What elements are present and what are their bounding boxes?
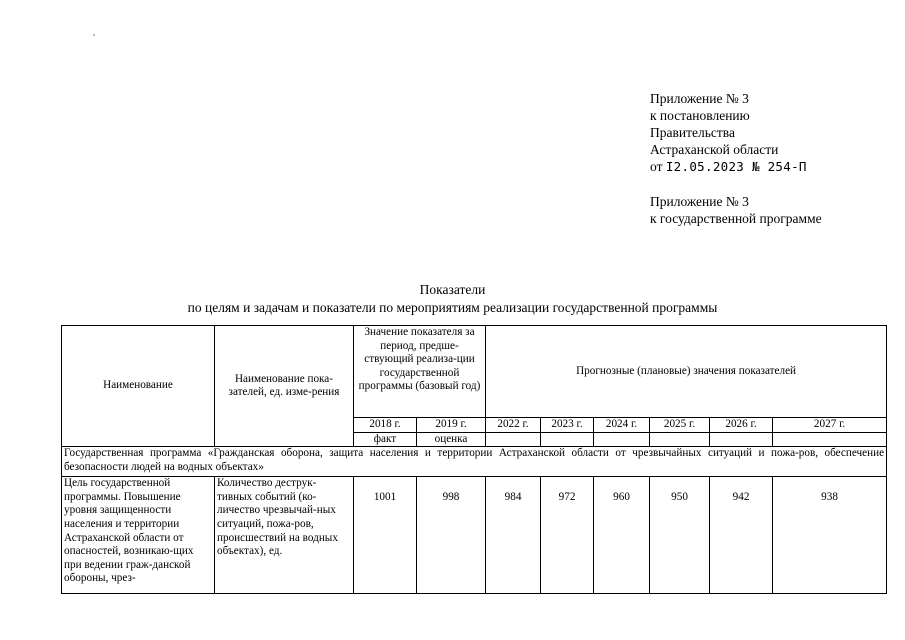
value-cell: 942 xyxy=(710,477,773,594)
value-cell: 1001 xyxy=(354,477,417,594)
empty-cell xyxy=(486,432,541,447)
resolution-date-number: I2.05.2023 № 254-П xyxy=(665,159,807,174)
value-cell: 938 xyxy=(773,477,887,594)
appendix-date-line xyxy=(650,158,807,175)
year-cell: 2022 г. xyxy=(486,418,541,433)
date-prefix: от xyxy=(650,159,663,174)
header-forecast: Прогнозные (плановые) значения показателей xyxy=(486,326,887,418)
document-title: Показатели xyxy=(419,282,486,297)
value-cell: 984 xyxy=(486,477,541,594)
appendix-number: Приложение № 3 xyxy=(650,91,749,106)
year-cell: 2025 г. xyxy=(650,418,710,433)
value-cell: 998 xyxy=(417,477,486,594)
header-indicator: Наименование пока-зателей, ед. изме-рения xyxy=(215,326,354,447)
goal-row xyxy=(62,477,887,594)
appendix-to-resolution: к постановлению xyxy=(650,108,750,123)
status-cell: оценка xyxy=(417,432,486,447)
scan-speck xyxy=(93,34,95,36)
year-cell: 2023 г. xyxy=(541,418,594,433)
value-cell: 960 xyxy=(594,477,650,594)
year-cell: 2019 г. xyxy=(417,418,486,433)
value-cell: 972 xyxy=(541,477,594,594)
year-cell: 2026 г. xyxy=(710,418,773,433)
header-name: Наименование xyxy=(62,326,215,447)
empty-cell xyxy=(773,432,887,447)
header-base-value: Значение показателя за период, предше-ствующий реализа-ции государственной программы (базовый год) xyxy=(354,326,486,418)
year-cell: 2024 г. xyxy=(594,418,650,433)
status-cell: факт xyxy=(354,432,417,447)
empty-cell xyxy=(650,432,710,447)
program-title-cell: Государственная программа «Гражданская оборона, защита населения и территории Астраханской области от чрезвычайных ситуаций и пожа-ров, обеспечение безопасности людей на водных объектах» xyxy=(62,447,887,477)
empty-cell xyxy=(594,432,650,447)
year-cell: 2018 г. xyxy=(354,418,417,433)
value-cell: 950 xyxy=(650,477,710,594)
empty-cell xyxy=(541,432,594,447)
appendix-header-resolution xyxy=(650,90,807,175)
appendix-government: Правительства xyxy=(650,125,735,140)
year-cell: 2027 г. xyxy=(773,418,887,433)
document-subtitle: по целям и задачам и показатели по мероприятиям реализации государственной программы xyxy=(187,300,718,315)
appendix-header-program xyxy=(650,193,822,227)
goal-name-cell: Цель государственной программы. Повышение уровня защищенности населения и территории Астраханской области от опасностей, возникаю-щих при ведении граж-данской обороны, чрез- xyxy=(62,477,215,594)
empty-cell xyxy=(710,432,773,447)
appendix-region: Астраханской области xyxy=(650,142,779,157)
program-row xyxy=(62,447,887,477)
program-appendix-target: к государственной программе xyxy=(650,211,822,226)
goal-indicator-cell: Количество деструк-тивных событий (ко-личество чрезвычай-ных ситуаций, пожа-ров, происшествий на водных объектах), ед. xyxy=(215,477,354,594)
header-row xyxy=(62,326,887,418)
program-appendix-number: Приложение № 3 xyxy=(650,194,749,209)
indicators-table xyxy=(61,325,887,594)
